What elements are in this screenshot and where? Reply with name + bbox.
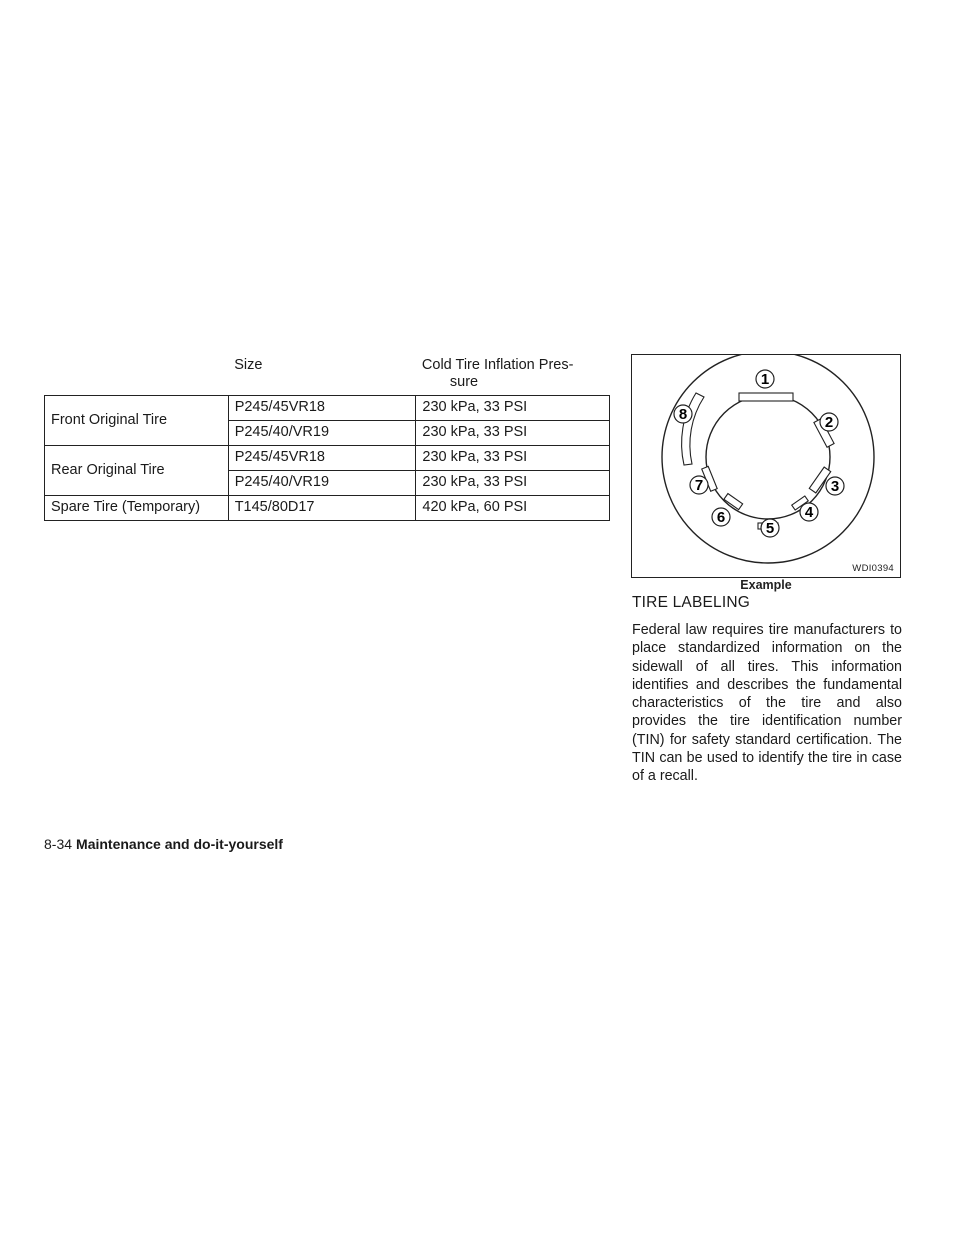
header-pressure-line2: sure: [449, 374, 479, 390]
callout-2-number: 2: [824, 414, 834, 431]
cell-pressure: 230 kPa, 33 PSI: [416, 421, 610, 446]
tire-sidewall-diagram: [632, 355, 902, 579]
callout-5: [761, 519, 779, 537]
callout-2: [820, 413, 838, 431]
figure-caption: Example: [740, 578, 792, 592]
row-label-rear: Rear Original Tire: [45, 446, 229, 496]
callout-6: [712, 508, 730, 526]
table-row: [45, 496, 610, 521]
cell-size: P245/45VR18: [228, 396, 416, 421]
row-label-front: Front Original Tire: [45, 396, 229, 446]
callout-1: [756, 370, 774, 388]
table-row: [45, 396, 610, 421]
callout-1-number: 1: [760, 371, 770, 388]
callout-3: [826, 477, 844, 495]
table-header-row: [45, 354, 610, 396]
callout-7: [690, 476, 708, 494]
cell-pressure: 230 kPa, 33 PSI: [416, 471, 610, 496]
cell-pressure: 420 kPa, 60 PSI: [416, 496, 610, 521]
figure-code: WDI0394: [852, 563, 894, 574]
callout-8-number: 8: [678, 406, 688, 423]
header-empty: [45, 354, 229, 396]
header-size: Size: [228, 354, 416, 396]
label-zone-8: [682, 393, 704, 465]
cell-size: T145/80D17: [228, 496, 416, 521]
callout-3-number: 3: [830, 478, 840, 495]
row-label-spare: Spare Tire (Temporary): [45, 496, 229, 521]
callout-4: [800, 503, 818, 521]
tire-sidewall-figure: [631, 354, 901, 578]
callout-8: [674, 405, 692, 423]
callout-6-number: 6: [716, 509, 726, 526]
label-zone-1: [739, 393, 793, 401]
cell-size: P245/40/VR19: [228, 471, 416, 496]
cell-size: P245/45VR18: [228, 446, 416, 471]
chapter-title: Maintenance and do-it-yourself: [76, 836, 283, 852]
header-pressure-line1: Cold Tire Inflation Pres-: [421, 357, 574, 373]
cell-pressure: 230 kPa, 33 PSI: [416, 396, 610, 421]
table-row: [45, 446, 610, 471]
callout-4-number: 4: [804, 504, 814, 521]
section-title: TIRE LABELING: [632, 594, 751, 611]
header-pressure: [416, 354, 610, 396]
cell-size: P245/40/VR19: [228, 421, 416, 446]
tire-pressure-table: [44, 354, 610, 521]
label-zone-6: [724, 494, 743, 510]
page-footer: [44, 836, 283, 852]
cell-pressure: 230 kPa, 33 PSI: [416, 446, 610, 471]
section-body: Federal law requires tire manufacturers to place standardized information on the sidewall of all tires. This information identifies and describes the fundamental characteristics of the tire and also provides the tire identification number (TIN) for safety standard certification. The TIN can be used to identify the tire in case of a recall.: [632, 622, 902, 785]
callout-7-number: 7: [694, 477, 704, 494]
callout-5-number: 5: [765, 520, 775, 537]
page-number: 8-34: [44, 836, 73, 852]
